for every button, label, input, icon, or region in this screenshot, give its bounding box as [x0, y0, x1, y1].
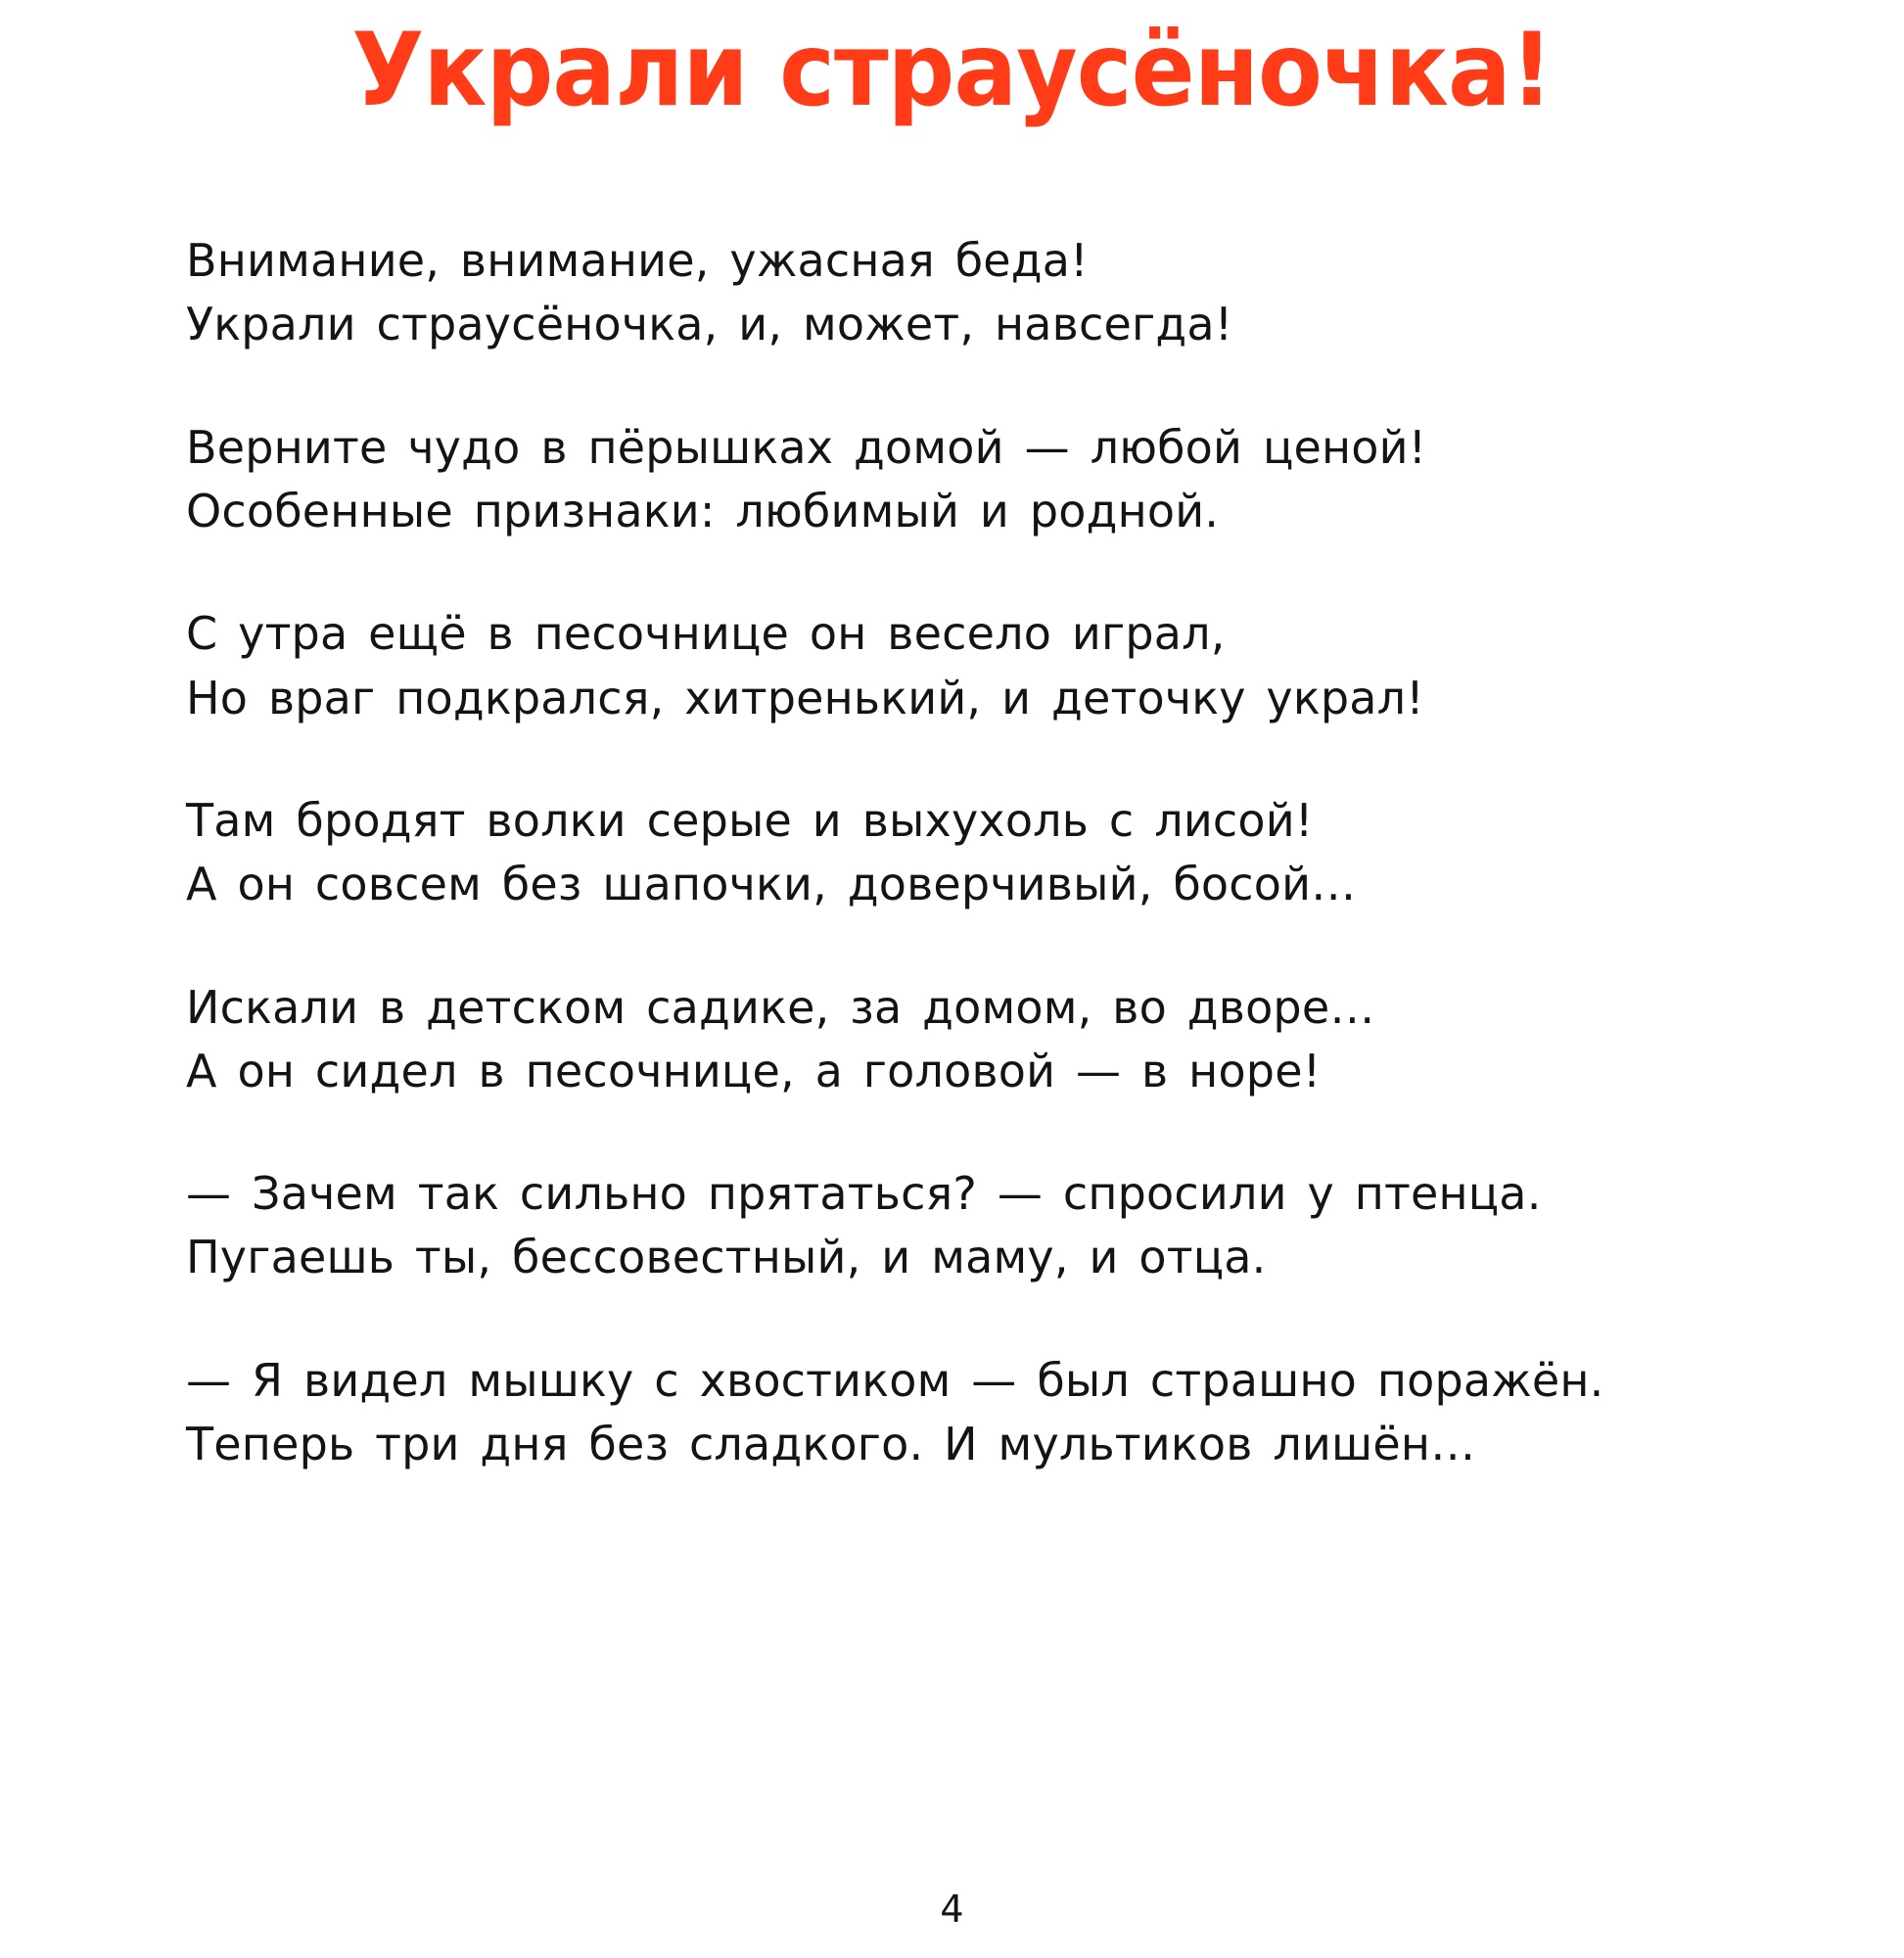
- poem-line: Но враг подкрался, хитренький, и деточку украл!: [186, 671, 1424, 724]
- poem-line: А он совсем без шапочки, доверчивый, босой…: [186, 858, 1357, 911]
- poem-line: Там бродят волки серые и выхухоль с лисой!: [186, 793, 1314, 847]
- poem-line: Пугаешь ты, бессовестный, и маму, и отца.: [186, 1231, 1267, 1284]
- poem-line: Внимание, внимание, ужасная беда!: [186, 234, 1089, 287]
- poem-line: Теперь три дня без сладкого. И мультиков лишён…: [186, 1418, 1476, 1471]
- stanza: [186, 789, 1904, 917]
- poem-line: А он сидел в песочнице, а головой — в норе!: [186, 1044, 1322, 1097]
- stanza: [186, 976, 1904, 1104]
- poem-line: Искали в детском садике, за домом, во дворе…: [186, 980, 1375, 1034]
- poem-line: — Я видел мышку с хвостиком — был страшно поражён.: [186, 1353, 1604, 1407]
- stanza: [186, 602, 1904, 730]
- page-number: 4: [940, 1888, 964, 1931]
- poem-line: Верните чудо в пёрышках домой — любой ценой!: [186, 420, 1427, 474]
- stanza: [186, 1162, 1904, 1290]
- poem-line: Украли страусёночка, и, может, навсегда!: [186, 298, 1233, 351]
- poem-line: С утра ещё в песочнице он весело играл,: [186, 607, 1226, 661]
- poem-body: [0, 229, 1904, 1476]
- page-title: Украли страусёночка!: [351, 10, 1553, 129]
- stanza: [186, 1349, 1904, 1477]
- poem-line: — Зачем так сильно прятаться? — спросили у птенца.: [186, 1167, 1542, 1221]
- poem-line: Особенные признаки: любимый и родной.: [186, 484, 1220, 537]
- stanza: [186, 416, 1904, 544]
- stanza: [186, 229, 1904, 357]
